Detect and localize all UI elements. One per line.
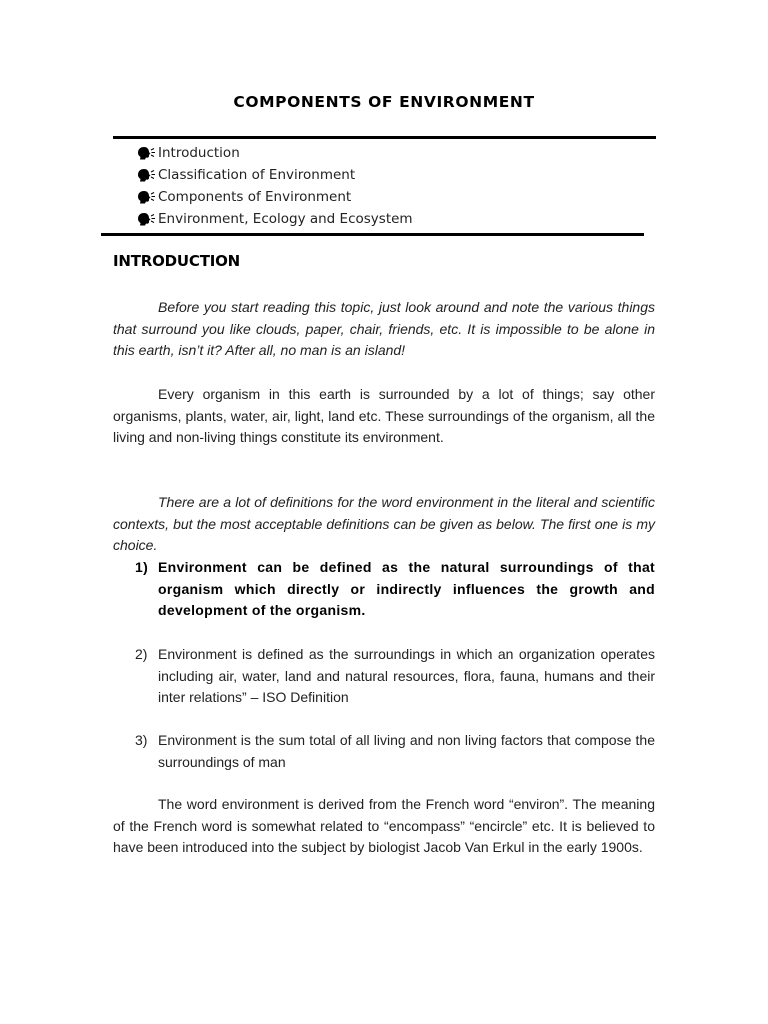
speaking-head-icon	[135, 190, 157, 204]
speaking-head-icon	[135, 168, 157, 182]
definition-item	[135, 644, 655, 709]
definition-text: Environment is the sum total of all living and non living factors that compose the surroundings of man	[158, 732, 655, 770]
speaking-head-icon	[135, 146, 157, 160]
body-paragraph: Every organism in this earth is surrounded by a lot of things; say other organisms, plants, water, air, light, land etc. These surroundings of the organism, all the living and non-living things constitute its environment.	[113, 386, 655, 446]
section-heading: INTRODUCTION	[113, 252, 241, 270]
top-divider	[113, 136, 656, 139]
definition-number: 2)	[135, 646, 148, 662]
topic-label: Introduction	[158, 145, 240, 161]
etymology-paragraph: The word environment is derived from the French word “environ”. The meaning of the French word is somewhat related to “encompass” “encircle” etc. It is believed to have been introduced into the subject by biologist Jacob Van Erkul in the early 1900s.	[113, 796, 655, 856]
definition-text: Environment can be defined as the natural surroundings of that organism which directly or indirectly influences the growth and development of the organism.	[158, 559, 655, 619]
definition-text: Environment is defined as the surroundings in which an organization operates including air, water, land and natural resources, flora, fauna, humans and their inter relations” – ISO Definition	[158, 646, 655, 706]
topic-label: Environment, Ecology and Ecosystem	[158, 211, 413, 227]
definition-item	[135, 557, 655, 622]
topic-list	[135, 142, 413, 230]
definition-number: 3)	[135, 732, 148, 748]
topic-list-item	[135, 164, 413, 186]
topic-list-item	[135, 142, 413, 164]
definitions-intro-paragraph: There are a lot of definitions for the word environment in the literal and scientific contexts, but the most acceptable definitions can be given as below. The first one is my choice.	[113, 494, 655, 554]
topic-label: Components of Environment	[158, 189, 352, 205]
definition-item	[135, 730, 655, 773]
topic-list-item	[135, 208, 413, 230]
page-title: COMPONENTS OF ENVIRONMENT	[233, 93, 535, 111]
bottom-divider	[101, 233, 644, 236]
definition-number: 1)	[135, 559, 149, 575]
topic-list-item	[135, 186, 413, 208]
speaking-head-icon	[135, 212, 157, 226]
intro-paragraph: Before you start reading this topic, just look around and note the various things that surround you like clouds, paper, chair, friends, etc. It is impossible to be alone in this earth, isn’t it? After all, no man is an island!	[113, 299, 655, 359]
topic-label: Classification of Environment	[158, 167, 356, 183]
